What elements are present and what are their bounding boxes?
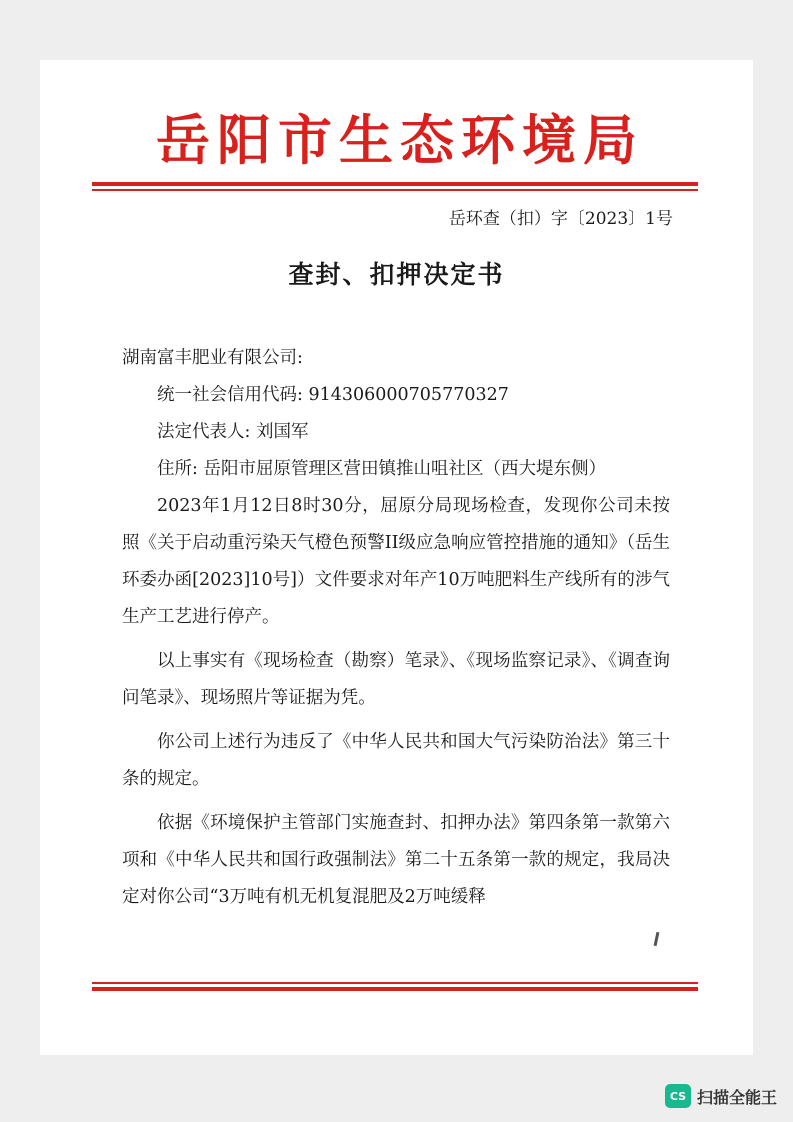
- legal-representative: 法定代表人: 刘国军: [157, 422, 309, 442]
- evidence-paragraph: 以上事实有《现场检查（勘察）笔录》、《现场监察记录》、《调查询问笔录》、现场照片等证据为凭。: [122, 651, 670, 708]
- credit-code: 统一社会信用代码: 914306000705770327: [157, 385, 509, 405]
- document-number: 岳环查（扣）字〔2023〕1号: [448, 209, 673, 229]
- facts-paragraph: 2023年1月12日8时30分，屈原分局现场检查，发现你公司未按照《关于启动重污染天气橙色预警II级应急响应管控措施的通知》（岳生环委办函[2023]10号]）文件要求对年产10万吨肥料生产线所有的涉气生产工艺进行停产。: [122, 496, 670, 627]
- footer-rule-thin: [92, 982, 698, 984]
- recipient-company: 湖南富丰肥业有限公司:: [122, 348, 303, 368]
- header-rule-thin: [92, 189, 698, 191]
- scanner-watermark: [665, 1084, 777, 1108]
- agency-header: 岳阳市生态环境局: [156, 109, 644, 172]
- camscanner-logo-icon: CS: [665, 1084, 691, 1108]
- decision-paragraph: 依据《环境保护主管部门实施查封、扣押办法》第四条第一款第六项和《中华人民共和国行政强制法》第二十五条第一款的规定，我局决定对你公司“3万吨有机无机复混肥及2万吨缓释: [122, 813, 670, 907]
- violation-paragraph: 你公司上述行为违反了《中华人民共和国大气污染防治法》第三十条的规定。: [122, 732, 670, 789]
- recipient-address: 住所: 岳阳市屈原管理区营田镇推山咀社区（西大堤东侧）: [157, 459, 606, 479]
- watermark-label: 扫描全能王: [696, 1087, 777, 1107]
- header-rule-thick: [92, 182, 698, 186]
- document-body: [122, 340, 670, 916]
- footer-rule-thick: [92, 987, 698, 991]
- document-title: 查封、扣押决定书: [288, 260, 505, 289]
